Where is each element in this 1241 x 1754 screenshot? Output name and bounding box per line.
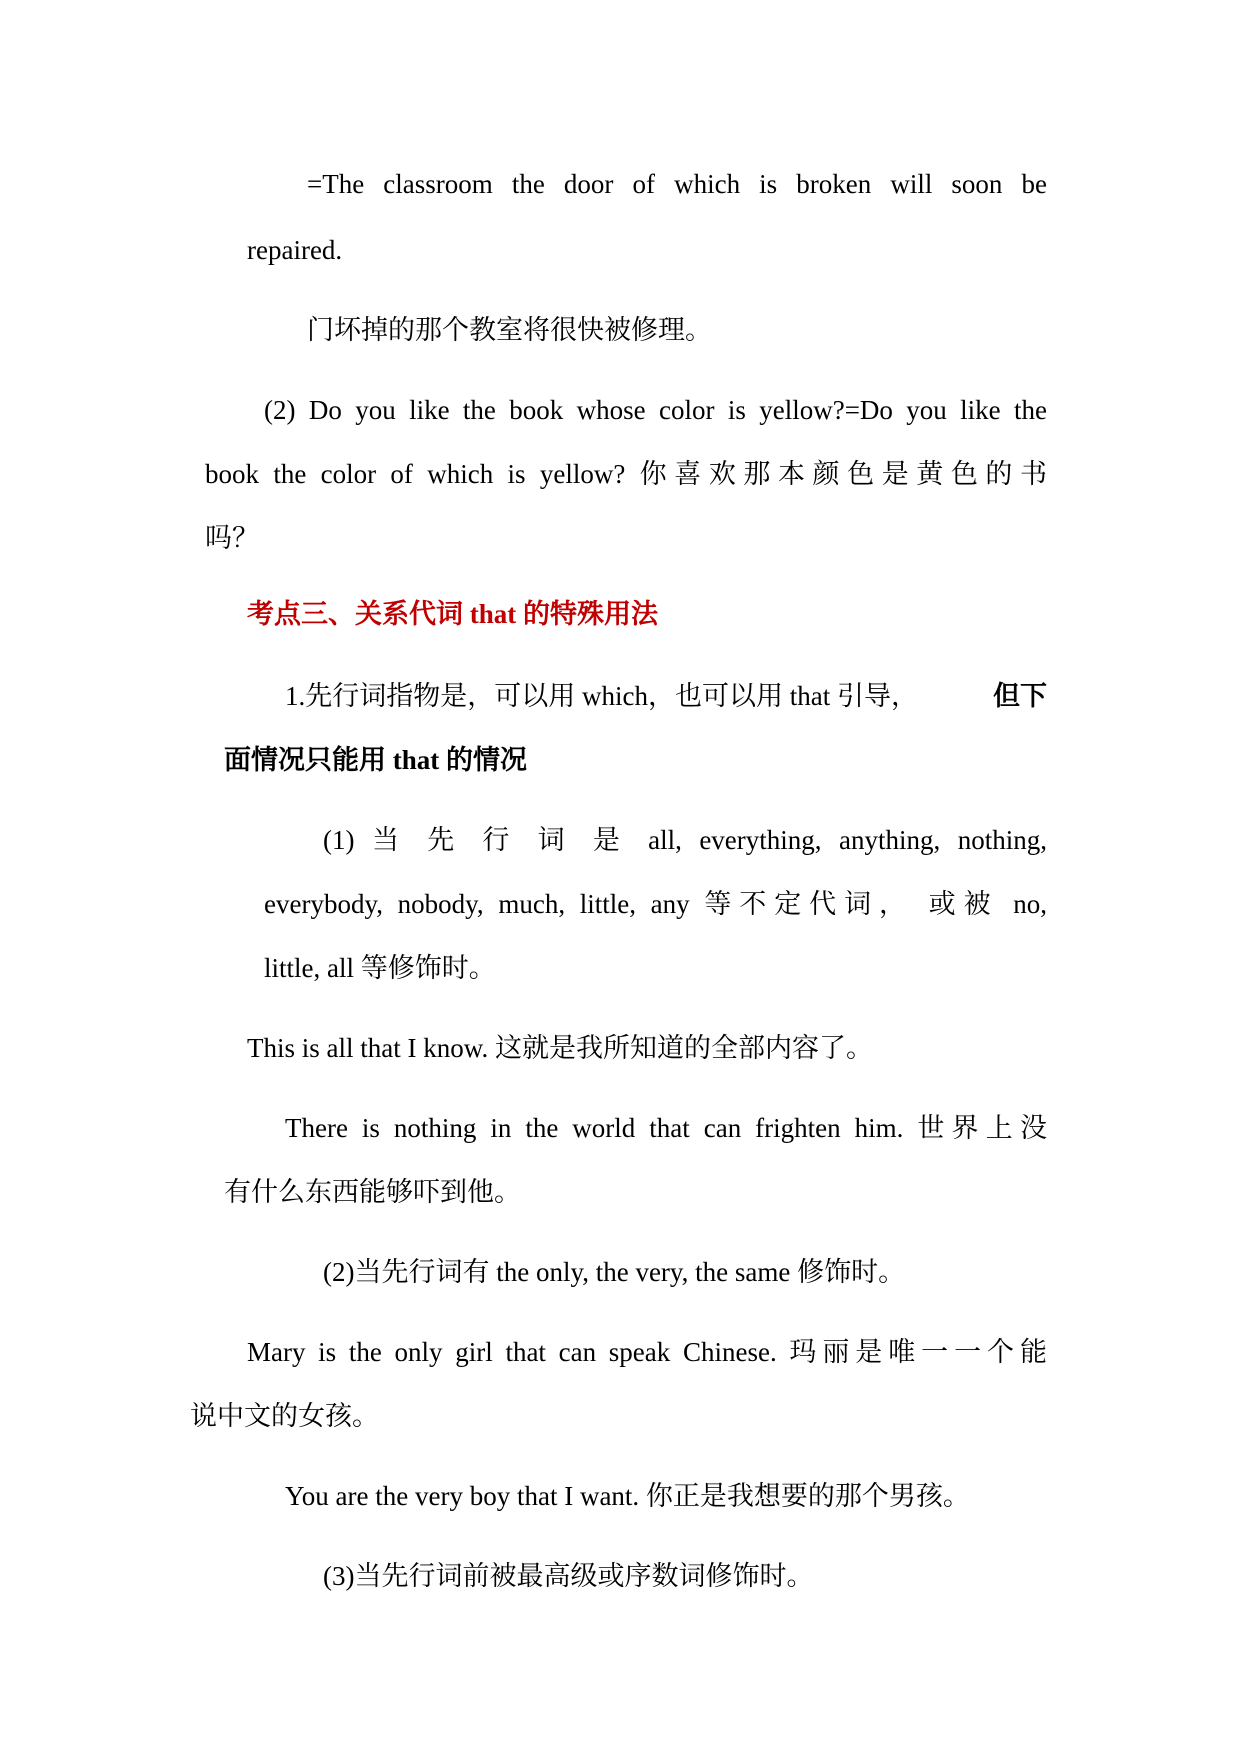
rule-1-bold-text: 但下 (993, 681, 1047, 711)
example-nothing-line-2: 有什么东西能够吓到他。 (224, 1177, 521, 1207)
example-only-line-2: 说中文的女孩。 (190, 1401, 379, 1431)
case-1-line-3: little, all 等修饰时。 (264, 953, 496, 983)
rule-1-text: 1.先行词指物是，可以用 which，也可以用 that 引导， (285, 681, 918, 711)
example-only-line-1: Mary is the only girl that can speak Chinese. 玛丽是唯一一个能 (247, 1337, 1047, 1367)
section-heading: 考点三、关系代词 that 的特殊用法 (247, 599, 658, 629)
case-1-line-2: everybody, nobody, much, little, any 等不定代词， 或被 no, (264, 889, 1047, 919)
case-2: (2)当先行词有 the only, the very, the same 修饰时。 (323, 1257, 906, 1287)
rule-1-line-2: 面情况只能用 that 的情况 (224, 745, 527, 775)
example-2-line-2: book the color of which is yellow? 你喜欢那本颜色是黄色的书 (205, 459, 1047, 489)
case-1-line-1: (1) 当 先 行 词 是 all, everything, anything, nothing, (323, 825, 1047, 855)
rule-1-line-1 (285, 678, 1047, 714)
example-english-line-2: repaired. (247, 235, 343, 265)
example-all-that: This is all that I know. 这就是我所知道的全部内容了。 (247, 1033, 873, 1063)
example-2-line-1: (2) Do you like the book whose color is yellow?=Do you like the (264, 395, 1047, 425)
example-nothing-line-1: There is nothing in the world that can frighten him. 世界上没 (285, 1113, 1047, 1143)
example-chinese-translation: 门坏掉的那个教室将很快被修理。 (307, 315, 712, 345)
example-very: You are the very boy that I want. 你正是我想要的那个男孩。 (285, 1481, 970, 1511)
case-3: (3)当先行词前被最高级或序数词修饰时。 (323, 1561, 814, 1591)
example-english-line-1: =The classroom the door of which is broken will soon be (307, 169, 1047, 199)
example-2-line-3: 吗？ (205, 523, 259, 553)
